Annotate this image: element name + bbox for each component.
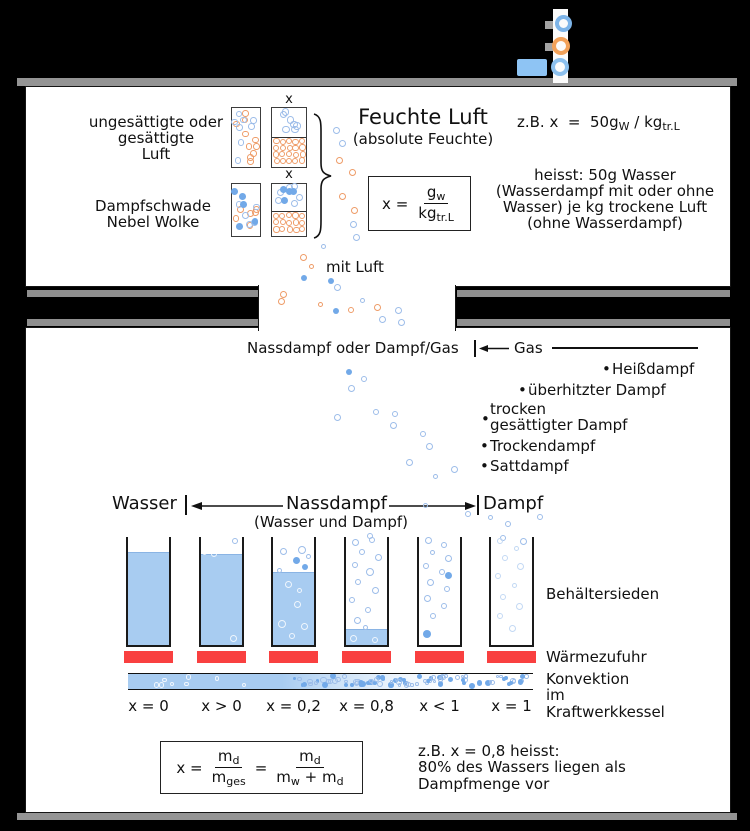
bubble-icon [404,682,409,687]
air-label-line: gesättigte [117,129,195,147]
quality-label: x = 1 [491,697,532,715]
bullet-icon: • [602,360,611,378]
cloud-label-line: Dampfschwade [95,197,211,215]
quality-formula-box: x = $\frac{m_d}{m_{ges}}$ = $\frac{m_d}{m_w + m_d}$ [160,741,363,794]
arrow-right-icon [389,499,477,513]
boiling-vessel [271,537,316,647]
phase-wetsteam-label: Nassdampf [286,493,388,514]
flow-channel [258,285,456,331]
bubble-icon [184,682,189,687]
gas-type-item: Sattdampf [490,457,569,475]
droplet-icon [448,677,453,682]
gas-type-item: trocken gesättigter Dampf [490,400,628,434]
gas-rule [552,347,698,349]
water-bar-icon [517,59,547,76]
air-label-line: Luft [141,145,171,163]
bubble-icon [297,677,301,681]
heater-bar [197,651,246,663]
bubble-icon [170,682,174,686]
page-subtitle: (absolute Feuchte) [352,130,494,148]
arrow-left-icon [190,499,284,513]
example-bottom: z.B. x = 0,8 heisst: 80% des Wassers liegen als Dampfmenge vor [418,742,626,793]
bullet-icon: • [480,457,489,475]
droplet-icon [469,683,475,689]
heater-bar [124,651,173,663]
boiling-vessel [126,537,171,647]
droplet-icon [322,682,328,688]
quality-label: x = 0,8 [339,697,394,715]
wall-strip [457,290,730,297]
bubble-icon [186,674,191,679]
phase-right-bar [477,495,479,515]
formula-lhs: x = [382,194,409,213]
convection-label: Konvektion im Kraftwerkkessel [546,670,665,721]
bubble-icon [524,674,529,679]
droplet-icon [381,677,385,681]
cloud-sample-box-separated [271,183,307,237]
water-fill [128,552,169,645]
panel-top-shadow [17,78,737,86]
heater-bar [415,651,464,663]
heater-bar [342,651,391,663]
heater-bar [269,651,318,663]
gas-boundary-bar [474,340,476,357]
water-fill [346,629,387,645]
curly-brace-icon [311,112,335,240]
quality-label: x > 0 [201,697,242,715]
wall-strip [27,319,258,326]
phase-wetsteam-sub: (Wasser und Dampf) [253,513,409,531]
bubble-icon [308,682,312,686]
quality-label: x = 0 [128,697,169,715]
bubble-icon [410,683,414,687]
legend-notch-icon [545,21,553,29]
cloud-sample-box-mixed [231,183,261,237]
boiling-vessel [199,537,244,647]
droplet-icon [438,681,443,686]
with-air-label: mit Luft [326,258,384,276]
phase-steam-label: Dampf [483,493,544,514]
heater-bar [487,651,536,663]
wall-strip [457,319,730,326]
wall-strip [27,290,258,297]
boiling-vessel [344,537,389,647]
droplet-icon [462,681,466,685]
humidity-formula-box [368,176,471,231]
gas-type-item: Heißdampf [612,360,695,378]
page-title: Feuchte Luft [358,105,488,129]
droplet-icon [509,681,513,685]
cloud-label-line: Nebel Wolke [106,213,200,231]
quality-label: x = 0,2 [266,697,321,715]
bubble-icon [555,15,572,32]
bubble-icon [433,680,436,683]
bubble-icon [455,675,460,680]
bullet-icon: • [481,410,490,428]
x-marker: x [285,167,293,182]
example-top: z.B. $x = 50g_W / kg_{tr.L}$ [517,113,680,133]
water-fill [273,572,314,645]
bubble-icon [242,683,246,687]
air-particle-icon [552,37,570,55]
quality-label: x < 1 [419,697,460,715]
phase-water-label: Wasser [112,493,177,514]
air-label-line: ungesättigte oder [88,113,224,131]
cloud-label [77,198,229,230]
droplet-icon [477,680,483,686]
bubble-icon [396,679,401,684]
air-sample-box-separated [271,107,307,168]
droplet-icon [551,58,569,76]
bubble-icon [353,679,359,685]
bubble-icon [215,676,220,681]
arrow-left-icon [478,342,510,355]
phase-left-bar [185,495,187,515]
bubble-icon [440,675,446,681]
gas-type-item: überhitzter Dampf [528,381,666,399]
bubble-icon [335,677,341,683]
bubble-icon [369,679,373,683]
wet-steam-header: Nassdampf oder Dampf/Gas [247,339,459,357]
droplet-icon [360,681,366,687]
box-divider [272,137,306,138]
water-fill [201,554,242,645]
heat-label: Wärmezufuhr [546,648,647,666]
bullet-icon: • [480,437,489,455]
boiling-label: Behältersieden [546,585,660,603]
convection-strip [128,673,533,690]
bubble-icon [377,681,383,687]
bubble-icon [162,678,167,683]
boiling-vessel [489,537,534,647]
bubble-icon [314,681,318,685]
box-divider [272,211,306,212]
droplet-icon [504,676,508,680]
bubble-icon [159,682,164,687]
air-sample-box-mixed [231,107,261,168]
droplet-icon [344,683,348,687]
droplet-icon [293,677,296,680]
gas-label: Gas [514,339,543,357]
droplet-icon [417,674,422,679]
droplet-icon [518,679,523,684]
bullet-icon: • [518,381,527,399]
x-marker: x [285,92,293,107]
panel-bottom-shadow [17,813,737,820]
gas-type-item: Trockendampf [490,437,596,455]
bubble-icon [342,674,347,679]
formula-fraction: $\frac{g_w}{kg_{tr.L}}$ [418,183,454,224]
droplet-icon [520,674,525,679]
boiling-vessel [417,537,462,647]
humidity-note: heisst: 50g Wasser (Wasserdampf mit oder ohne Wasser) je kg trockene Luft (ohne Wasserdampf) [495,166,715,232]
bubble-icon [415,682,419,686]
air-label [80,114,232,162]
